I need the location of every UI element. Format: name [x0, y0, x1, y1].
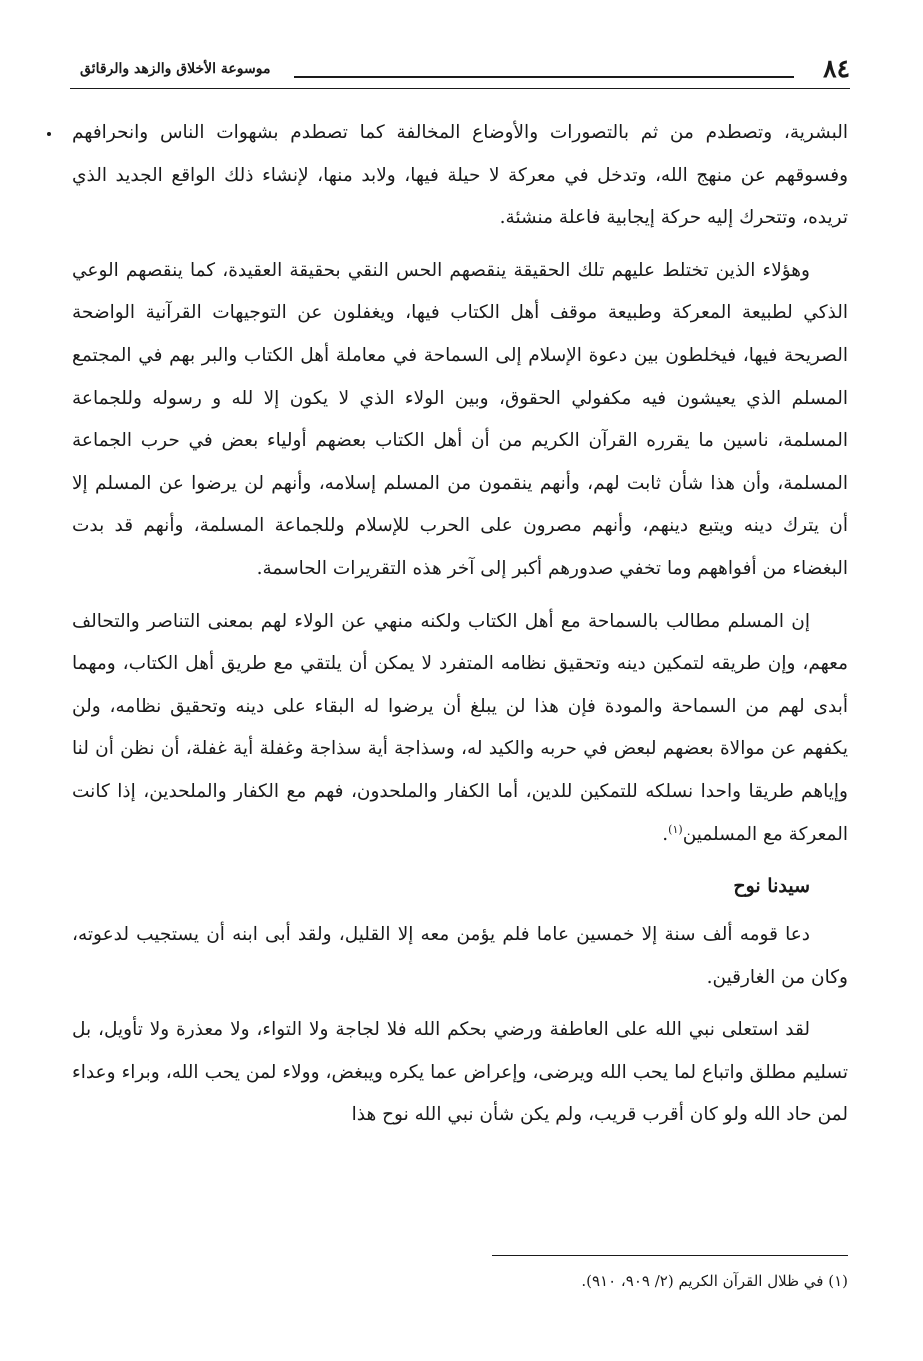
paragraph-muslim-tolerance [72, 601, 848, 857]
footnote-reference[interactable]: (١) [668, 822, 683, 836]
paragraph-text: إن المسلم مطالب بالسماحة مع أهل الكتاب ولكنه منهي عن الولاء لهم بمعنى التناصر والتحالف معهم، وإن طريقه لتمكين دينه وتحقيق نظامه المتفرد لا يمكن أن يلتقي مع طريق أهل الكتاب، ومهما أبدى لهم من السماحة والمودة فإن هذا لن يبلغ أن يرضوا له البقاء على دينه وتحقيق نظامه، ولن يكفهم عن موالاة بعضهم لبعض في حربه والكيد له، وسذاجة أية سذاجة وغفلة أية غفلة، أن نظن أن لنا وإياهم طريقا واحدا نسلكه للتمكين للدين، أما الكفار والملحدون، فهم مع الكفار والملحدين، إذا كانت المعركة مع المسلمين [72, 610, 848, 845]
body-text [72, 112, 848, 1147]
paragraph-tail: . [662, 823, 669, 845]
footnote-rule [492, 1255, 848, 1256]
footnote: (١) في ظلال القرآن الكريم (٢/ ٩٠٩، ٩١٠). [581, 1272, 848, 1290]
section-heading: سيدنا نوح [733, 875, 810, 898]
book-title: موسوعة الأخلاق والزهد والرقائق [80, 61, 271, 77]
margin-dot [47, 132, 51, 136]
header-rule [294, 76, 794, 78]
header-underline [70, 88, 850, 89]
running-header [70, 52, 850, 92]
paragraph-continuation: البشرية، وتصطدم من ثم بالتصورات والأوضاع المخالفة كما تصطدم بشهوات الناس وانحرافهم وفسوقهم عن منهج الله، وتدخل في معركة لا حيلة فيها، ولابد منها، لإنشاء ذلك الواقع الجديد الذي تريده، وتتحرك إليه حركة إيجابية فاعلة منشئة. [72, 122, 848, 229]
paragraph-hypocrites: وهؤلاء الذين تختلط عليهم تلك الحقيقة ينقصهم الحس النقي بحقيقة العقيدة، كما ينقصهم الوعي الذكي لطبيعة المعركة وطبيعة موقف أهل الكتاب فيها، ويغفلون عن التوجيهات القرآنية الواضحة الصريحة فيها، فيخلطون بين دعوة الإسلام إلى السماحة في معاملة أهل الكتاب والبر بهم في المجتمع المسلم الذي يعيشون فيه مكفولي الحقوق، وبين الولاء الذي لا يكون إلا لله و رسوله وللجماعة المسلمة، ناسين ما يقرره القرآن الكريم من أن أهل الكتاب بعضهم أولياء بعض في حرب الجماعة المسلمة، وأن هذا شأن ثابت لهم، وأنهم ينقمون من المسلم إسلامه، وأنهم لن يرضوا عن المسلم إلا أن يترك دينه ويتبع دينهم، وأنهم مصرون على الحرب للإسلام وللجماعة المسلمة، وأنهم قد بدت البغضاء من أفواههم وما تخفي صدورهم أكبر إلى آخر هذه التقريرات الحاسمة. [72, 259, 848, 579]
paragraph-noah-submission: لقد استعلى نبي الله على العاطفة ورضي بحكم الله فلا لجاجة ولا التواء، ولا معذرة ولا تأويل، بل تسليم مطلق واتباع لما يحب الله ويرضى، وإعراض عما يكره ويبغض، وولاء لمن يحب الله، وبراء وعداء لمن حاد الله ولو كان أقرب قريب، ولم يكن شأن نبي الله نوح هذا [72, 1019, 848, 1126]
paragraph-noah-call: دعا قومه ألف سنة إلا خمسين عاما فلم يؤمن معه إلا القليل، ولقد أبى ابنه أن يستجيب لدعوته، وكان من الغارقين. [72, 924, 848, 988]
page-number: ٨٤ [823, 54, 850, 83]
